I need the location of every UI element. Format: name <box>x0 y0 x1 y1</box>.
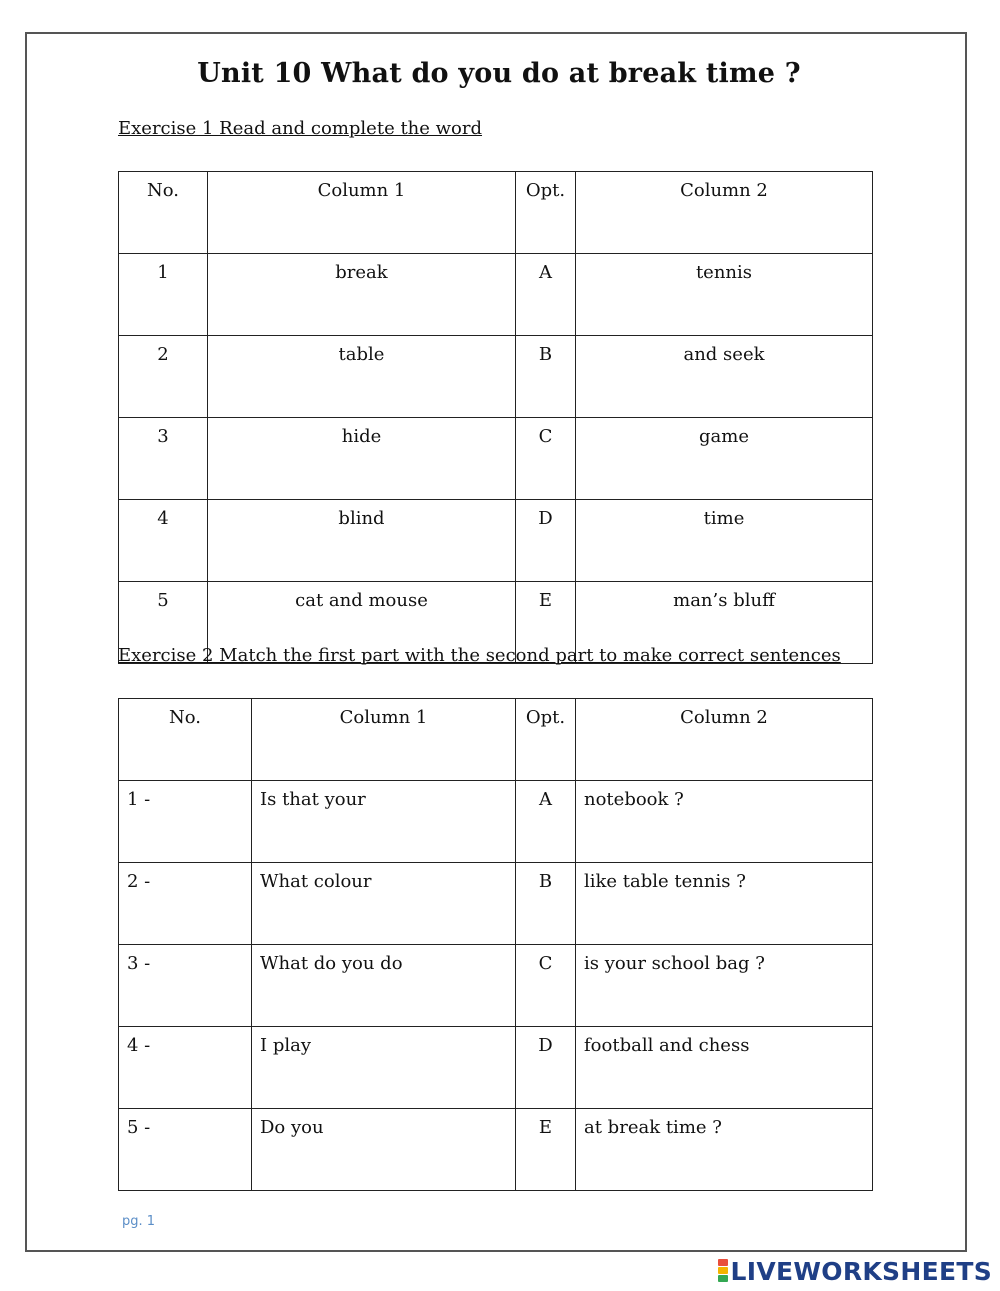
column-2-cell: man’s bluff <box>576 582 873 664</box>
option-cell: B <box>516 863 576 945</box>
brand-logo[interactable] <box>718 1257 992 1285</box>
table-row <box>119 418 873 500</box>
column-1-cell: break <box>208 254 516 336</box>
row-number: 4 - <box>119 1027 252 1109</box>
column-2-cell: like table tennis ? <box>576 863 873 945</box>
table-header-row <box>119 699 873 781</box>
table-row <box>119 945 873 1027</box>
column-1-cell: table <box>208 336 516 418</box>
table-row <box>119 863 873 945</box>
column-1-cell: What colour <box>252 863 516 945</box>
column-1-cell: hide <box>208 418 516 500</box>
row-number: 5 <box>119 582 208 664</box>
column-1-cell: I play <box>252 1027 516 1109</box>
logo-block <box>718 1275 728 1282</box>
exercise-2-heading: Exercise 2 Match the first part with the second part to make correct sentences <box>118 645 841 666</box>
column-1-cell: blind <box>208 500 516 582</box>
exercise-1-heading: Exercise 1 Read and complete the word <box>118 118 483 139</box>
header-column-1: Column 1 <box>208 172 516 254</box>
column-2-cell: and seek <box>576 336 873 418</box>
header-opt: Opt. <box>516 172 576 254</box>
column-2-cell: football and chess <box>576 1027 873 1109</box>
logo-block <box>718 1259 728 1266</box>
header-no: No. <box>119 699 252 781</box>
option-cell: A <box>516 781 576 863</box>
page-title: Unit 10 What do you do at break time ? <box>197 58 801 89</box>
brand-name: LIVEWORKSHEETS <box>730 1256 992 1286</box>
logo-block <box>718 1267 728 1274</box>
row-number: 1 - <box>119 781 252 863</box>
column-1-cell: cat and mouse <box>208 582 516 664</box>
header-column-1: Column 1 <box>252 699 516 781</box>
column-2-cell: notebook ? <box>576 781 873 863</box>
table-row <box>119 336 873 418</box>
column-2-cell: game <box>576 418 873 500</box>
table-row <box>119 1027 873 1109</box>
row-number: 2 <box>119 336 208 418</box>
column-2-cell: tennis <box>576 254 873 336</box>
header-opt: Opt. <box>516 699 576 781</box>
row-number: 5 - <box>119 1109 252 1191</box>
row-number: 1 <box>119 254 208 336</box>
table-row <box>119 781 873 863</box>
table-row <box>119 500 873 582</box>
exercise-1-table <box>118 171 873 664</box>
column-2-cell: time <box>576 500 873 582</box>
option-cell: D <box>516 1027 576 1109</box>
table-header-row <box>119 172 873 254</box>
table-row <box>119 1109 873 1191</box>
option-cell: B <box>516 336 576 418</box>
option-cell: C <box>516 418 576 500</box>
option-cell: D <box>516 500 576 582</box>
row-number: 2 - <box>119 863 252 945</box>
header-column-2: Column 2 <box>576 699 873 781</box>
option-cell: E <box>516 582 576 664</box>
page-number: pg. 1 <box>122 1214 156 1229</box>
option-cell: E <box>516 1109 576 1191</box>
exercise-2-table <box>118 698 873 1191</box>
column-1-cell: Is that your <box>252 781 516 863</box>
column-1-cell: What do you do <box>252 945 516 1027</box>
header-no: No. <box>119 172 208 254</box>
table-row <box>119 254 873 336</box>
option-cell: A <box>516 254 576 336</box>
row-number: 3 <box>119 418 208 500</box>
row-number: 4 <box>119 500 208 582</box>
header-column-2: Column 2 <box>576 172 873 254</box>
option-cell: C <box>516 945 576 1027</box>
column-2-cell: at break time ? <box>576 1109 873 1191</box>
column-1-cell: Do you <box>252 1109 516 1191</box>
liveworksheets-logo-icon <box>718 1259 728 1283</box>
column-2-cell: is your school bag ? <box>576 945 873 1027</box>
row-number: 3 - <box>119 945 252 1027</box>
